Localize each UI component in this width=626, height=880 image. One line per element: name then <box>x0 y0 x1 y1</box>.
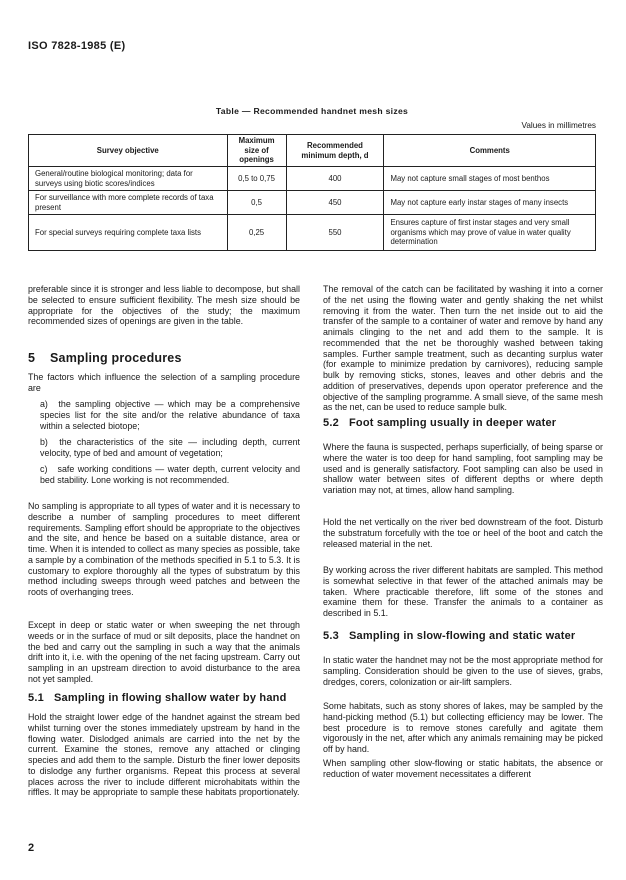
section-title: Sampling in slow-flowing and static water <box>349 630 576 642</box>
section-heading-5 <box>28 351 300 365</box>
objective-cell: For special surveys requiring complete taxa lists <box>29 215 228 251</box>
list-label: c) <box>40 464 48 474</box>
paragraph-some-habitats: Some habitats, such as stony shores of lakes, may be sampled by the hand-picking method (5.1) but collecting efficiency may be lower. The best procedure is to remove stones carefully and agitate them vigorously in the net, after which any animals remaining may be picked off by hand. <box>323 701 603 754</box>
page-number: 2 <box>28 842 35 854</box>
table-header-row <box>29 135 596 167</box>
list-text: the sampling objective — which may be a comprehensive species list for the site and/or the relative abundance of taxa within a selected biotope; <box>40 399 300 431</box>
section-heading-5-2 <box>323 417 603 429</box>
list-label: b) <box>40 437 48 447</box>
section-heading-5-3 <box>323 630 603 642</box>
column-header: Comments <box>384 135 596 167</box>
list-item <box>40 464 300 486</box>
paragraph-hold-handnet: Hold the straight lower edge of the handnet against the stream bed whilst turning over the stones immediately upstream by hand in the flowing water. Dislodged animals are carried into the net by the current. Examine the stones, remove any attached or clinging species and add them to the sample. Disturb the finer lower deposits to dislodge any further organisms. Repeat this process at several places across the river to include different microhabitats within the riffles. It may be appropriate to sample these habitats proportionately. <box>28 712 300 798</box>
objective-cell: For surveillance with more complete records of taxa present <box>29 191 228 215</box>
max-opening-cell: 0,5 <box>227 191 286 215</box>
max-opening-cell: 0,25 <box>227 215 286 251</box>
comments-cell: May not capture early instar stages of many insects <box>384 191 596 215</box>
paragraph-hold-net: Hold the net vertically on the river bed downstream of the foot. Disturb the substratum forcefully with the toe or heel of the boot and catch the released material in the net. <box>323 517 603 549</box>
section-title: Sampling procedures <box>50 351 182 365</box>
table-units-note: Values in millimetres <box>521 121 596 130</box>
column-header: Survey objective <box>29 135 228 167</box>
comments-cell: Ensures capture of first instar stages and very small organisms which may prove of value in water quality determination <box>384 215 596 251</box>
section-title: Sampling in flowing shallow water by hand <box>54 692 287 704</box>
mesh-size-table <box>28 134 596 251</box>
paragraph-except: Except in deep or static water or when sweeping the net through weeds or in the surface of mud or silt deposits, place the handnet on the bed and carry out the sampling in such a way that the animals drift into it, i.e. with the opening of the net facing upstream. Carry out sampling in an upstream direction to avoid disturbance to the area not yet sampled. <box>28 620 300 684</box>
list-label: a) <box>40 399 48 409</box>
section-number: 5.1 <box>28 692 44 704</box>
section-heading-5-1 <box>28 692 300 704</box>
section-number: 5 <box>28 351 36 365</box>
min-depth-cell: 550 <box>286 215 384 251</box>
column-header: Maximum size of openings <box>227 135 286 167</box>
list-item <box>40 399 300 431</box>
paragraph-removal: The removal of the catch can be facilitated by washing it into a corner of the net using the flowing water and gently shaking the net whilst removing it from the water. Then turn the net inside out to aid the transfer of the sample to a container of water and remove by hand any animals clinging to the net and add them to the sample. It is recommended that the net be thoroughly washed between taking samples. Further sample treatment, such as decanting surplus water (for example to minimize predation by carnivores), reducing sample bulk by removing sticks, stones, leaves and other debris and the addition of preservatives, depends upon operator preference and the objective of the sampling programme. A small sieve, of the same mesh as the net, can be used to reduce sample bulk. <box>323 284 603 413</box>
comments-cell: May not capture small stages of most benthos <box>384 167 596 191</box>
section-number: 5.3 <box>323 630 339 642</box>
paragraph-factors: The factors which influence the selection of a sampling procedure are <box>28 372 300 393</box>
column-header: Recommended minimum depth, d <box>286 135 384 167</box>
min-depth-cell: 450 <box>286 191 384 215</box>
paragraph-preferable: preferable since it is stronger and less liable to decompose, but shall be selected to ensure sufficient flexibility. The mesh size should be appropriate for the objectives of the study; the maximum recommended sizes of openings are given in the table. <box>28 284 300 327</box>
paragraph-static: In static water the handnet may not be the most appropriate method for sampling. Consideration should be given to the use of sieves, grabs, dredges, corers, colonization or air-lift samplers. <box>323 655 603 687</box>
paragraph-no-sampling: No sampling is appropriate to all types of water and it is necessary to describe a number of sampling procedures to meet different requirements. Sampling effort should be appropriate to the objectives and the site, and hence be based on a suitable distance, area or time. When it is intended to collect as many species as possible, take a sample by a combination of the methods specified in 5.1 to 5.3. It is customary to explore thoroughly all the types of substratum by this method including sweeps through weed patches and between the roots of overhanging trees. <box>28 501 300 597</box>
running-header: ISO 7828-1985 (E) <box>28 40 126 52</box>
list-text: safe working conditions — water depth, current velocity and bed stability. Lone working is not recommended. <box>40 464 301 485</box>
objective-cell: General/routine biological monitoring; data for surveys using biotic scores/indices <box>29 167 228 191</box>
list-item <box>40 437 300 459</box>
min-depth-cell: 400 <box>286 167 384 191</box>
max-opening-cell: 0,5 to 0,75 <box>227 167 286 191</box>
table-row <box>29 167 596 191</box>
table-row <box>29 215 596 251</box>
paragraph-by-working: By working across the river different habitats are sampled. This method is somewhat selective in that fewer of the attached animals may be taken. Where practicable therefore, lift some of the stones and examine them for these. Transfer the animals to a container as described in 5.1. <box>323 565 603 618</box>
section-number: 5.2 <box>323 417 339 429</box>
table-row <box>29 191 596 215</box>
list-text: the characteristics of the site — including depth, current velocity, type of bed and amount of vegetation; <box>40 437 300 458</box>
section-title: Foot sampling usually in deeper water <box>349 417 557 429</box>
paragraph-where: Where the fauna is suspected, perhaps superficially, of being sparse or where the water is too deep for hand sampling, foot sampling may be used and is generally satisfactory. Foot sampling can also be used in shallow water between sites of different depths or where depth variation may not, at times, allow hand sampling. <box>323 442 603 495</box>
paragraph-when-sampling: When sampling other slow-flowing or static habitats, the absence or reduction of water movement necessitates a different <box>323 758 603 779</box>
table-caption: Table — Recommended handnet mesh sizes <box>215 106 409 116</box>
